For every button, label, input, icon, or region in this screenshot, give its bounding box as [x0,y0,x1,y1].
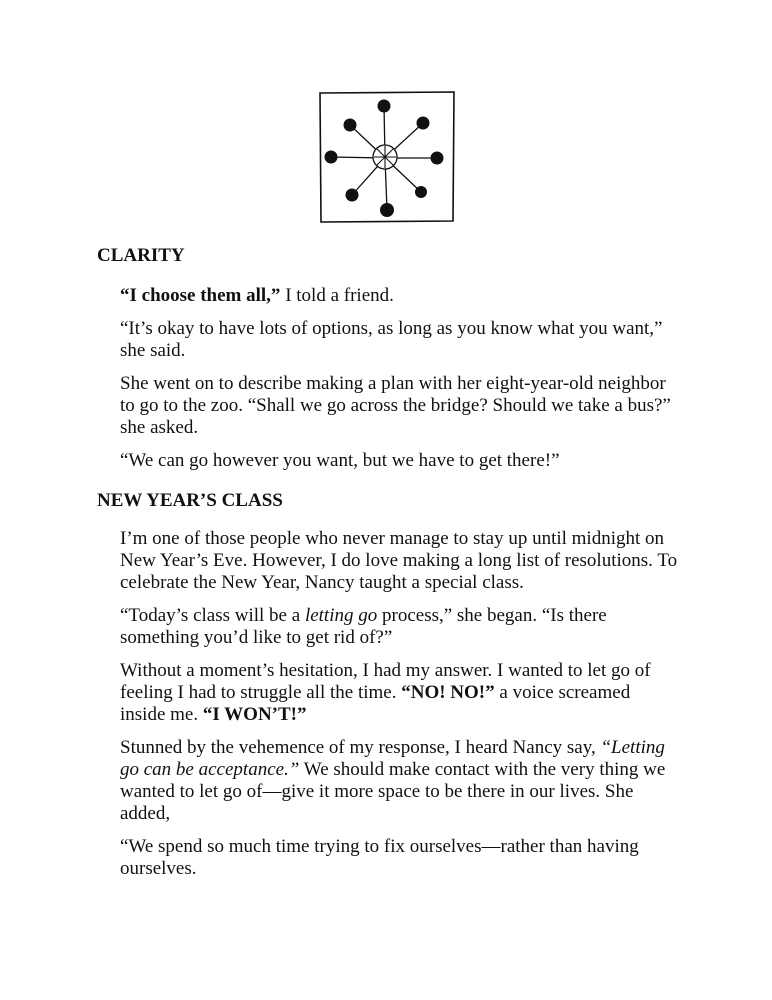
paragraph: I’m one of those people who never manage to stay up until midnight on New Year’s Eve. However, I do love making a long list of resolutions. To celebrate the New Year, Nancy taught a special class. [120,528,678,593]
wheel-of-options-icon [318,90,456,224]
paragraph-text: a voice screamed inside me. [120,682,631,725]
paragraph: She went on to describe making a plan with her eight-year-old neighbor to go to the zoo. “Shall we go across the bridge? Should we take a bus?” she asked. [120,373,671,438]
paragraph [120,737,680,825]
paragraph-text: I told a friend. [280,285,394,306]
paragraph-text: Stunned by the vehemence of my response, I heard Nancy say, [120,737,601,758]
bold-exclamation: “I WON’T!” [202,704,307,725]
bold-exclamation: “NO! NO!” [401,682,495,703]
paragraph: “We can go however you want, but we have to get there!” [120,450,560,471]
paragraph-text: We should make contact with the very thing we wanted to let go of—give it more space to be there in our lives. She added, [120,759,666,824]
paragraph [120,285,680,307]
italic-quote: “Letting go can be acceptance.” [120,737,665,780]
paragraph [120,660,680,726]
paragraph-text: “Today’s class will be a [120,605,305,626]
bold-quote: “I choose them all,” [120,285,281,306]
paragraph [120,605,680,649]
italic-phrase: letting go [304,605,378,626]
paragraph: “It’s okay to have lots of options, as long as you know what you want,” she said. [120,318,663,361]
section-heading-new-years-class: NEW YEAR’S CLASS [97,490,283,511]
paragraph: “We spend so much time trying to fix ourselves—rather than having ourselves. [120,836,639,879]
paragraph-text: Without a moment’s hesitation, I had my answer. I wanted to let go of feeling I had to struggle all the time. [120,660,651,703]
paragraph-text: process,” she began. “Is there something you’d like to get rid of?” [120,605,607,648]
section-heading-clarity: CLARITY [97,245,185,266]
